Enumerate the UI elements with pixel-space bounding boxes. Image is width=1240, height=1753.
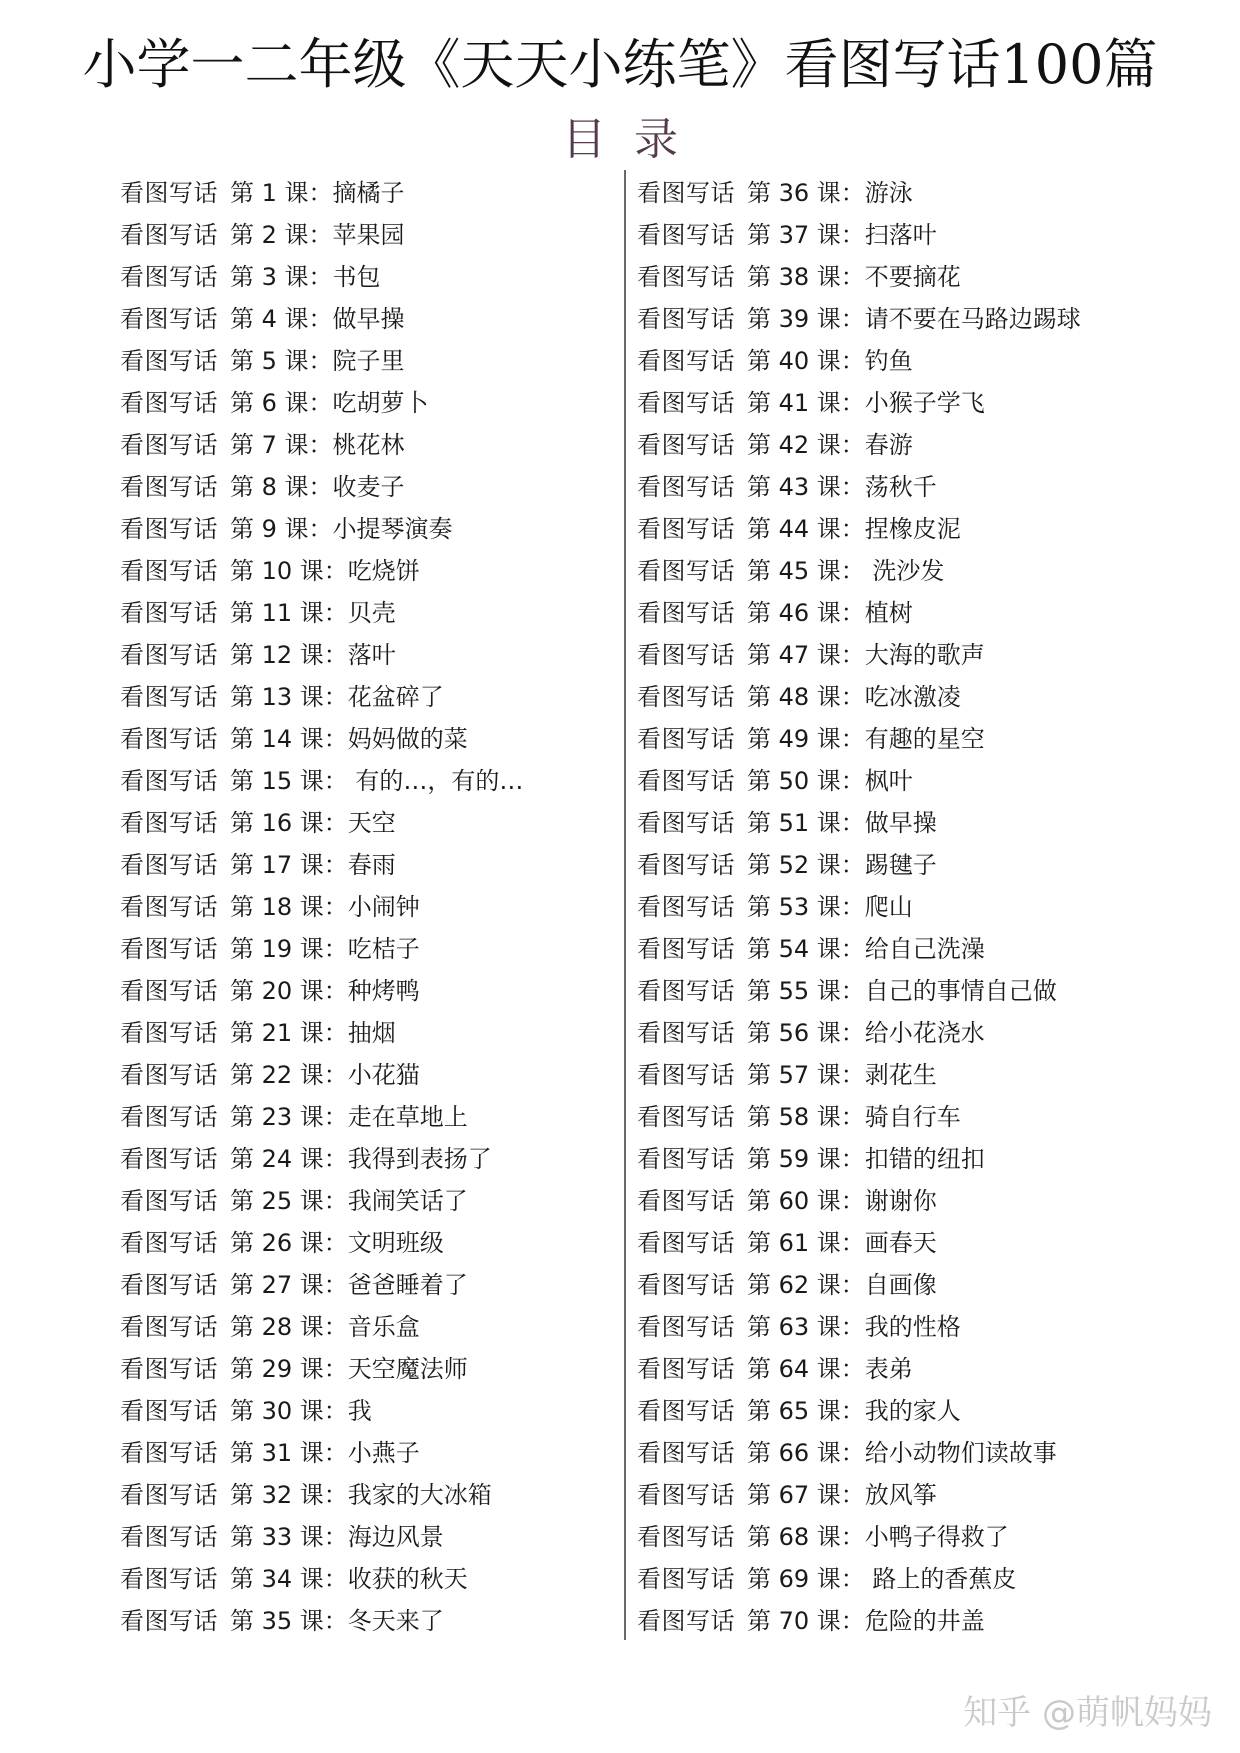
toc-entry [637,172,1081,214]
toc-entry-lesson: 第 11 课：贝壳 [230,599,396,627]
toc-entry [120,1474,523,1516]
toc-entry [637,382,1081,424]
toc-entry-prefix: 看图写话 [120,557,218,585]
toc-entry-lesson: 第 18 课：小闹钟 [230,893,420,921]
toc-entry-prefix: 看图写话 [120,1145,218,1173]
toc-entry-prefix: 看图写话 [120,389,218,417]
toc-entry-lesson: 第 47 课：大海的歌声 [747,641,985,669]
toc-entry-lesson: 第 42 课：春游 [747,431,913,459]
toc-entry-prefix: 看图写话 [120,851,218,879]
toc-entry [120,1054,523,1096]
toc-entry-lesson: 第 35 课：冬天来了 [230,1607,444,1635]
toc-entry-prefix: 看图写话 [120,221,218,249]
toc-entry-lesson: 第 59 课：扣错的纽扣 [747,1145,985,1173]
toc-entry-prefix: 看图写话 [120,1439,218,1467]
toc-entry-prefix: 看图写话 [120,431,218,459]
toc-entry-prefix: 看图写话 [120,977,218,1005]
toc-entry [120,886,523,928]
toc-entry-prefix: 看图写话 [637,683,735,711]
toc-entry-lesson: 第 70 课：危险的井盖 [747,1607,985,1635]
toc-entry-lesson: 第 53 课：爬山 [747,893,913,921]
toc-entry [637,1096,1081,1138]
toc-entry-prefix: 看图写话 [120,347,218,375]
toc-entry-prefix: 看图写话 [120,1229,218,1257]
toc-entry-prefix: 看图写话 [120,1481,218,1509]
toc-entry [637,970,1081,1012]
toc-entry [637,1180,1081,1222]
toc-entry-prefix: 看图写话 [637,1019,735,1047]
toc-column-right [637,172,1081,1642]
toc-entry-lesson: 第 61 课：画春天 [747,1229,937,1257]
toc-entry-lesson: 第 38 课：不要摘花 [747,263,961,291]
toc-entry-prefix: 看图写话 [120,1019,218,1047]
toc-entry-lesson: 第 43 课：荡秋千 [747,473,937,501]
toc-entry-lesson: 第 58 课：骑自行车 [747,1103,961,1131]
toc-entry-prefix: 看图写话 [120,1187,218,1215]
toc-entry-prefix: 看图写话 [120,1271,218,1299]
toc-entry [120,172,523,214]
toc-entry [637,298,1081,340]
toc-entry-prefix: 看图写话 [637,893,735,921]
toc-entry [637,592,1081,634]
toc-entry [637,1306,1081,1348]
toc-entry-lesson: 第 16 课：天空 [230,809,396,837]
toc-entry-lesson: 第 25 课：我闹笑话了 [230,1187,468,1215]
toc-entry [120,1012,523,1054]
toc-entry-prefix: 看图写话 [637,347,735,375]
toc-entry [120,550,523,592]
toc-entry-lesson: 第 57 课：剥花生 [747,1061,937,1089]
toc-entry-lesson: 第 46 课：植树 [747,599,913,627]
toc-entry-lesson: 第 34 课：收获的秋天 [230,1565,468,1593]
toc-entry-prefix: 看图写话 [637,221,735,249]
toc-entry-prefix: 看图写话 [120,515,218,543]
toc-entry-lesson: 第 36 课：游泳 [747,179,913,207]
toc-entry-lesson: 第 8 课：收麦子 [230,473,405,501]
toc-entry-lesson: 第 45 课： 洗沙发 [747,557,945,585]
toc-entry-lesson: 第 20 课：种烤鸭 [230,977,420,1005]
toc-entry-lesson: 第 41 课：小猴子学飞 [747,389,985,417]
toc-entry-prefix: 看图写话 [120,1313,218,1341]
toc-entry-prefix: 看图写话 [120,1523,218,1551]
toc-entry [637,424,1081,466]
toc-entry-prefix: 看图写话 [637,179,735,207]
toc-entry-prefix: 看图写话 [637,1607,735,1635]
toc-entry-prefix: 看图写话 [637,851,735,879]
toc-entry [120,676,523,718]
toc-entry-prefix: 看图写话 [120,725,218,753]
toc-entry-lesson: 第 24 课：我得到表扬了 [230,1145,492,1173]
toc-entry [637,1474,1081,1516]
toc-entry-lesson: 第 54 课：给自己洗澡 [747,935,985,963]
toc-entry [637,256,1081,298]
toc-entry-prefix: 看图写话 [637,1187,735,1215]
toc-entry-lesson: 第 28 课：音乐盒 [230,1313,420,1341]
toc-entry [637,676,1081,718]
toc-entry-lesson: 第 39 课：请不要在马路边踢球 [747,305,1081,333]
toc-heading: 目录 [562,114,706,165]
toc-entry-lesson: 第 68 课：小鸭子得救了 [747,1523,1009,1551]
toc-entry [120,256,523,298]
toc-entry-lesson: 第 44 课：捏橡皮泥 [747,515,961,543]
toc-entry-prefix: 看图写话 [120,305,218,333]
toc-entry-prefix: 看图写话 [120,809,218,837]
toc-entry [120,802,523,844]
toc-entry-lesson: 第 66 课：给小动物们读故事 [747,1439,1057,1467]
toc-entry [637,1264,1081,1306]
toc-entry-lesson: 第 14 课：妈妈做的菜 [230,725,468,753]
toc-entry-prefix: 看图写话 [120,599,218,627]
toc-entry-prefix: 看图写话 [637,1103,735,1131]
toc-entry-prefix: 看图写话 [120,935,218,963]
toc-entry-lesson: 第 21 课：抽烟 [230,1019,396,1047]
toc-entry-lesson: 第 3 课：书包 [230,263,381,291]
toc-entry-prefix: 看图写话 [637,1229,735,1257]
toc-entry-lesson: 第 5 课：院子里 [230,347,405,375]
toc-entry-lesson: 第 31 课：小燕子 [230,1439,420,1467]
toc-entry-lesson: 第 23 课：走在草地上 [230,1103,468,1131]
toc-entry-prefix: 看图写话 [120,683,218,711]
toc-entry [120,592,523,634]
toc-entry-prefix: 看图写话 [637,263,735,291]
toc-entry-prefix: 看图写话 [637,809,735,837]
toc-entry-prefix: 看图写话 [637,557,735,585]
toc-entry [637,1600,1081,1642]
toc-entry-prefix: 看图写话 [637,1355,735,1383]
toc-entry-lesson: 第 6 课：吃胡萝卜 [230,389,429,417]
toc-entry [120,1600,523,1642]
toc-entry-lesson: 第 67 课：放风筝 [747,1481,937,1509]
toc-entry-prefix: 看图写话 [120,1607,218,1635]
toc-entry-prefix: 看图写话 [120,179,218,207]
toc-entry [120,1558,523,1600]
toc-entry-prefix: 看图写话 [637,977,735,1005]
toc-entry-lesson: 第 2 课：苹果园 [230,221,405,249]
toc-entry-prefix: 看图写话 [120,1397,218,1425]
toc-entry-prefix: 看图写话 [120,767,218,795]
toc-entry [637,1138,1081,1180]
toc-entry-lesson: 第 60 课：谢谢你 [747,1187,937,1215]
toc-entry-lesson: 第 37 课：扫落叶 [747,221,937,249]
toc-entry [120,1138,523,1180]
toc-entry-lesson: 第 63 课：我的性格 [747,1313,961,1341]
toc-entry [120,718,523,760]
toc-entry [120,928,523,970]
toc-entry [120,1348,523,1390]
toc-entry-prefix: 看图写话 [637,935,735,963]
toc-entry-prefix: 看图写话 [637,389,735,417]
toc-entry-prefix: 看图写话 [637,599,735,627]
toc-entry-prefix: 看图写话 [120,893,218,921]
toc-entry-prefix: 看图写话 [637,515,735,543]
toc-entry [637,466,1081,508]
toc-entry-prefix: 看图写话 [637,1313,735,1341]
toc-entry-prefix: 看图写话 [637,1061,735,1089]
toc-entry-prefix: 看图写话 [637,725,735,753]
toc-entry-prefix: 看图写话 [637,767,735,795]
toc-entry [120,1432,523,1474]
toc-entry [637,1432,1081,1474]
toc-entry-lesson: 第 1 课：摘橘子 [230,179,405,207]
toc-entry-lesson: 第 32 课：我家的大冰箱 [230,1481,492,1509]
toc-entry [120,634,523,676]
toc-entry-lesson: 第 49 课：有趣的星空 [747,725,985,753]
toc-entry [120,844,523,886]
toc-entry [120,1306,523,1348]
toc-entry [120,382,523,424]
toc-entry-prefix: 看图写话 [120,1103,218,1131]
toc-entry [120,424,523,466]
toc-entry-lesson: 第 22 课：小花猫 [230,1061,420,1089]
toc-entry [637,718,1081,760]
toc-entry [637,1390,1081,1432]
toc-entry-prefix: 看图写话 [637,1271,735,1299]
toc-entry-lesson: 第 55 课：自己的事情自己做 [747,977,1057,1005]
toc-entry-prefix: 看图写话 [637,641,735,669]
toc-entry-lesson: 第 40 课：钓鱼 [747,347,913,375]
toc-entry [637,1054,1081,1096]
toc-column-left [120,172,523,1642]
toc-entry-lesson: 第 13 课：花盆碎了 [230,683,444,711]
toc-entry-prefix: 看图写话 [120,1565,218,1593]
toc-entry-prefix: 看图写话 [637,1565,735,1593]
toc-entry-lesson: 第 10 课：吃烧饼 [230,557,420,585]
toc-entry-lesson: 第 4 课：做早操 [230,305,405,333]
toc-entry-lesson: 第 65 课：我的家人 [747,1397,961,1425]
toc-entry [120,466,523,508]
toc-entry [120,1180,523,1222]
toc-entry-lesson: 第 17 课：春雨 [230,851,396,879]
toc-entry-prefix: 看图写话 [120,473,218,501]
toc-entry-lesson: 第 56 课：给小花浇水 [747,1019,985,1047]
watermark: 知乎 @萌帆妈妈 [963,1693,1212,1733]
toc-entry-lesson: 第 26 课：文明班级 [230,1229,444,1257]
toc-entry-prefix: 看图写话 [637,473,735,501]
toc-entry [637,1348,1081,1390]
page-title: 小学一二年级《天天小练笔》看图写话100篇 [82,33,1158,96]
toc-entry [637,1516,1081,1558]
toc-entry [120,1096,523,1138]
toc-entry-lesson: 第 30 课：我 [230,1397,372,1425]
toc-entry-prefix: 看图写话 [637,1523,735,1551]
toc-entry-lesson: 第 51 课：做早操 [747,809,937,837]
toc-entry [120,1264,523,1306]
column-divider [624,170,626,1640]
toc-entry [120,1516,523,1558]
toc-entry [120,298,523,340]
toc-entry-lesson: 第 15 课： 有的…，有的… [230,767,524,795]
toc-entry-prefix: 看图写话 [120,1061,218,1089]
toc-entry [637,508,1081,550]
toc-entry [637,1558,1081,1600]
toc-entry [120,508,523,550]
toc-entry-prefix: 看图写话 [637,1145,735,1173]
toc-entry-lesson: 第 48 课：吃冰激凌 [747,683,961,711]
toc-entry [120,214,523,256]
toc-entry-lesson: 第 50 课：枫叶 [747,767,913,795]
toc-entry [637,928,1081,970]
toc-entry [637,1222,1081,1264]
toc-entry [637,802,1081,844]
toc-entry-lesson: 第 12 课：落叶 [230,641,396,669]
toc-entry [637,844,1081,886]
toc-entry [637,1012,1081,1054]
toc-entry-prefix: 看图写话 [637,1481,735,1509]
toc-entry-prefix: 看图写话 [637,305,735,333]
toc-entry [637,634,1081,676]
toc-entry-lesson: 第 33 课：海边风景 [230,1523,444,1551]
toc-entry-lesson: 第 27 课：爸爸睡着了 [230,1271,468,1299]
toc-entry [120,1390,523,1432]
toc-entry [637,886,1081,928]
toc-entry-lesson: 第 52 课：踢毽子 [747,851,937,879]
toc-entry [637,340,1081,382]
toc-entry-prefix: 看图写话 [120,263,218,291]
toc-entry-prefix: 看图写话 [637,1439,735,1467]
toc-entry-prefix: 看图写话 [120,641,218,669]
toc-entry [637,214,1081,256]
toc-entry [120,1222,523,1264]
toc-entry [120,760,523,802]
toc-entry-lesson: 第 64 课：表弟 [747,1355,913,1383]
toc-entry-prefix: 看图写话 [120,1355,218,1383]
toc-entry-prefix: 看图写话 [637,431,735,459]
toc-entry-lesson: 第 19 课：吃桔子 [230,935,420,963]
toc-entry-lesson: 第 29 课：天空魔法师 [230,1355,468,1383]
toc-entry [120,970,523,1012]
toc-entry-lesson: 第 9 课：小提琴演奏 [230,515,453,543]
toc-entry [637,760,1081,802]
toc-entry [637,550,1081,592]
toc-entry [120,340,523,382]
toc-entry-lesson: 第 62 课：自画像 [747,1271,937,1299]
toc-entry-lesson: 第 7 课：桃花林 [230,431,405,459]
toc-entry-prefix: 看图写话 [637,1397,735,1425]
toc-entry-lesson: 第 69 课： 路上的香蕉皮 [747,1565,1017,1593]
